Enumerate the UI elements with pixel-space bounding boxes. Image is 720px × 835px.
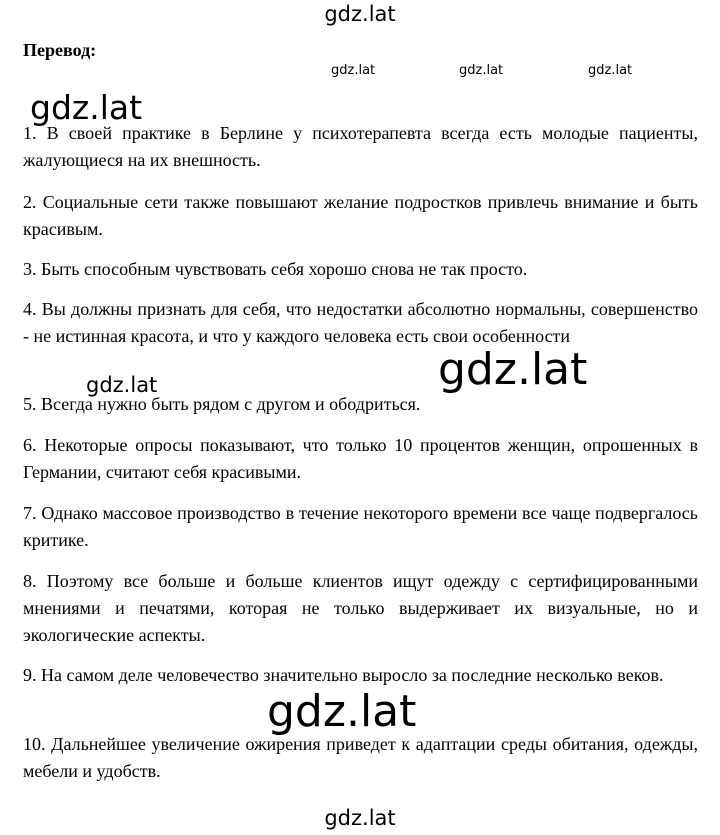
watermark-bottom: gdz.lat <box>324 806 396 830</box>
watermark-small-1: gdz.lat <box>331 63 376 78</box>
watermark-top: gdz.lat <box>324 2 396 26</box>
paragraph-1: 1. В своей практике в Берлине у психотерапевта всегда есть молодые пациенты, жалующиеся на их внешность. <box>23 123 698 170</box>
paragraph-9: 9. На самом деле человечество значительно выросло за последние несколько веков. <box>23 665 664 685</box>
watermark-medium-1: gdz.lat <box>86 373 158 397</box>
watermark-large-2: gdz.lat <box>438 344 588 395</box>
watermark-small-2: gdz.lat <box>459 63 504 78</box>
paragraph-3: 3. Быть способным чувствовать себя хорошо снова не так просто. <box>23 259 528 279</box>
watermark-small-3: gdz.lat <box>588 63 633 78</box>
paragraph-2: 2. Социальные сети также повышают желание подростков привлечь внимание и быть красивым. <box>23 192 698 239</box>
paragraph-5: 5. Всегда нужно быть рядом с другом и ободриться. <box>23 394 421 414</box>
paragraph-10: 10. Дальнейшее увеличение ожирения приведет к адаптации среды обитания, одежды, мебели и удобств. <box>23 734 698 781</box>
paragraph-7: 7. Однако массовое производство в течение некоторого времени все чаще подвергалось критике. <box>23 503 698 550</box>
watermark-large-1: gdz.lat <box>30 88 143 127</box>
watermark-large-3: gdz.lat <box>267 686 417 737</box>
paragraph-6: 6. Некоторые опросы показывают, что только 10 процентов женщин, опрошенных в Германии, считают себя красивыми. <box>23 435 698 482</box>
paragraph-8: 8. Поэтому все больше и больше клиентов ищут одежду с сертифицированными мнениями и печатями, которая не только выдерживает их визуальные, но и экологические аспекты. <box>23 571 698 645</box>
page-heading: Перевод: <box>23 40 97 60</box>
paragraph-4: 4. Вы должны признать для себя, что недостатки абсолютно нормальны, совершенство - не истинная красота, и что у каждого человека есть свои особенности <box>23 299 698 346</box>
